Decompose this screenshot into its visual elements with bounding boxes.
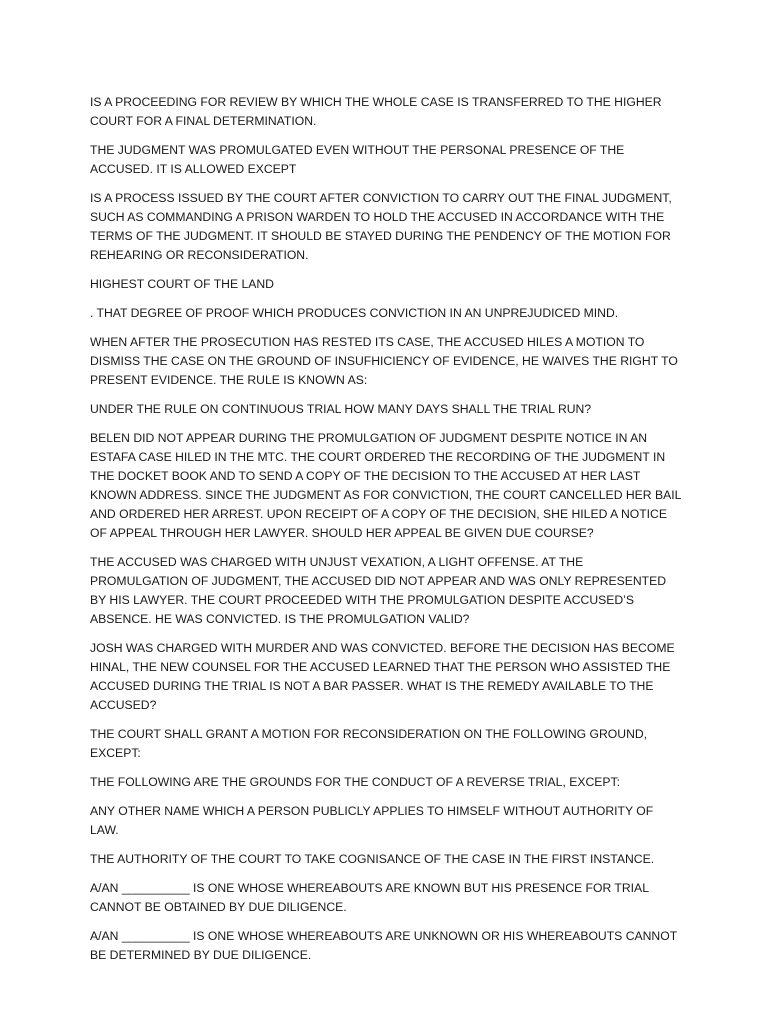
question-paragraph: JOSH WAS CHARGED WITH MURDER AND WAS CONVICTED. BEFORE THE DECISION HAS BECOME HINAL, THE NEW COUNSEL FOR THE ACCUSED LEARNED THAT THE PERSON WHO ASSISTED THE ACCUSED DURING THE TRIAL IS NOT A BAR PASSER. WHAT IS THE REMEDY AVAILABLE TO THE ACCUSED?: [90, 641, 675, 712]
question-paragraph: HIGHEST COURT OF THE LAND: [90, 277, 274, 291]
question-paragraph: IS A PROCESS ISSUED BY THE COURT AFTER CONVICTION TO CARRY OUT THE FINAL JUDGMENT, SUCH AS COMMANDING A PRISON WARDEN TO HOLD THE ACCUSED IN ACCORDANCE WITH THE TERMS OF THE JUDGMENT. IT SHOULD BE STAYED DURING THE PENDENCY OF THE MOTION FOR REHEARING OR RECONSIDERATION.: [90, 191, 672, 262]
document-page: [90, 93, 682, 975]
question-paragraph: THE COURT SHALL GRANT A MOTION FOR RECONSIDERATION ON THE FOLLOWING GROUND, EXCEPT:: [90, 727, 648, 760]
question-paragraph: ANY OTHER NAME WHICH A PERSON PUBLICLY APPLIES TO HIMSELF WITHOUT AUTHORITY OF LAW.: [90, 804, 654, 837]
question-paragraph: UNDER THE RULE ON CONTINUOUS TRIAL HOW MANY DAYS SHALL THE TRIAL RUN?: [90, 402, 592, 416]
question-paragraph: THE JUDGMENT WAS PROMULGATED EVEN WITHOUT THE PERSONAL PRESENCE OF THE ACCUSED. IT IS ALLOWED EXCEPT: [90, 143, 625, 176]
question-paragraph: WHEN AFTER THE PROSECUTION HAS RESTED ITS CASE, THE ACCUSED HILES A MOTION TO DISMISS THE CASE ON THE GROUND OF INSUFHICIENCY OF EVIDENCE, HE WAIVES THE RIGHT TO PRESENT EVIDENCE. THE RULE IS KNOWN AS:: [90, 335, 678, 387]
question-paragraph: A/AN __________ IS ONE WHOSE WHEREABOUTS ARE UNKNOWN OR HIS WHEREABOUTS CANNOT BE DETERMINED BY DUE DILIGENCE.: [90, 929, 677, 962]
question-paragraph: THE ACCUSED WAS CHARGED WITH UNJUST VEXATION, A LIGHT OFFENSE. AT THE PROMULGATION OF JUDGMENT, THE ACCUSED DID NOT APPEAR AND WAS ONLY REPRESENTED BY HIS LAWYER. THE COURT PROCEEDED WITH THE PROMULGATION DESPITE ACCUSED’S ABSENCE. HE WAS CONVICTED. IS THE PROMULGATION VALID?: [90, 555, 667, 626]
question-paragraph: THE AUTHORITY OF THE COURT TO TAKE COGNISANCE OF THE CASE IN THE FIRST INSTANCE.: [90, 852, 655, 866]
question-paragraph: THE FOLLOWING ARE THE GROUNDS FOR THE CONDUCT OF A REVERSE TRIAL, EXCEPT:: [90, 775, 621, 789]
question-paragraph: IS A PROCEEDING FOR REVIEW BY WHICH THE WHOLE CASE IS TRANSFERRED TO THE HIGHER COURT FOR A FINAL DETERMINATION.: [90, 95, 662, 128]
question-paragraph: A/AN __________ IS ONE WHOSE WHEREABOUTS ARE KNOWN BUT HIS PRESENCE FOR TRIAL CANNOT BE OBTAINED BY DUE DILIGENCE.: [90, 881, 649, 914]
question-paragraph: . THAT DEGREE OF PROOF WHICH PRODUCES CONVICTION IN AN UNPREJUDICED MIND.: [90, 306, 619, 320]
question-paragraph: BELEN DID NOT APPEAR DURING THE PROMULGATION OF JUDGMENT DESPITE NOTICE IN AN ESTAFA CASE HILED IN THE MTC. THE COURT ORDERED THE RECORDING OF THE JUDGMENT IN THE DOCKET BOOK AND TO SEND A COPY OF THE DECISION TO THE ACCUSED AT HER LAST KNOWN ADDRESS. SINCE THE JUDGMENT AS FOR CONVICTION, THE COURT CANCELLED HER BAIL AND ORDERED HER ARREST. UPON RECEIPT OF A COPY OF THE DECISION, SHE HILED A NOTICE OF APPEAL THROUGH HER LAWYER. SHOULD HER APPEAL BE GIVEN DUE COURSE?: [90, 431, 681, 540]
